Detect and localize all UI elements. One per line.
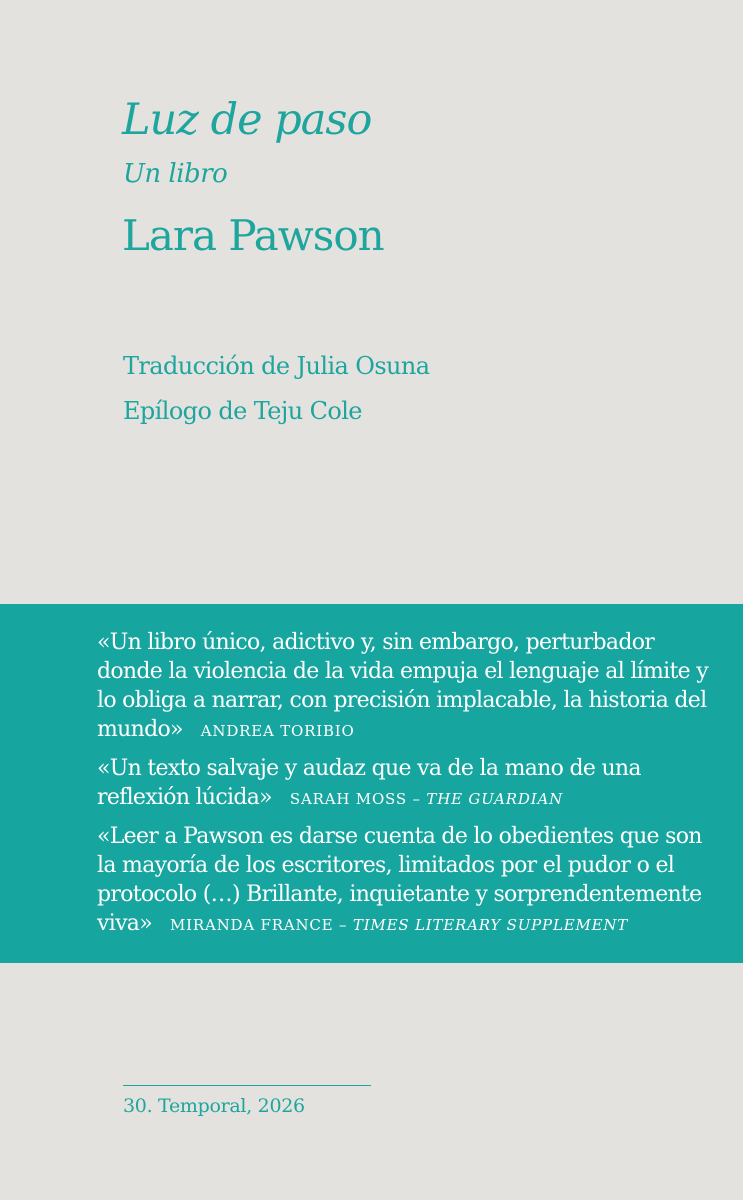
epilogue-credit: Epílogo de Teju Cole xyxy=(123,397,362,425)
footer-rule xyxy=(123,1085,371,1086)
quote-publication: TIMES LITERARY SUPPLEMENT xyxy=(352,916,629,934)
quote-item xyxy=(97,754,717,814)
book-title: Luz de paso xyxy=(122,95,372,145)
quote-source: ANDREA TORIBIO xyxy=(200,722,355,740)
quote-publication: THE GUARDIAN xyxy=(426,790,564,808)
quote-text: «Un texto salvaje y audaz que va de la mano de una reflexión lúcida» xyxy=(97,756,641,810)
book-subtitle: Un libro xyxy=(123,159,228,189)
quote-attribution xyxy=(170,916,628,934)
quotes-band xyxy=(0,604,743,963)
quote-text: «Leer a Pawson es darse cuenta de lo obedientes que son la mayoría de los escritores, limitados por el pudor o el protocolo (…) Brillante, inquietante y sorprendentemente viva» xyxy=(97,824,702,936)
translation-credit: Traducción de Julia Osuna xyxy=(123,352,430,380)
quote-source: SARAH MOSS – xyxy=(289,790,421,808)
quote-attribution xyxy=(290,790,563,808)
quote-item xyxy=(97,628,717,746)
book-author: Lara Pawson xyxy=(122,211,384,260)
quote-text: «Un libro único, adictivo y, sin embargo, perturbador donde la violencia de la vida empuja el lenguaje al límite y lo obliga a narrar, con precisión implacable, la historia del mundo» xyxy=(97,630,708,742)
quotes-list xyxy=(97,628,717,948)
imprint-line: 30. Temporal, 2026 xyxy=(123,1095,305,1117)
quote-source: MIRANDA FRANCE – xyxy=(169,916,348,934)
quote-item xyxy=(97,822,717,940)
quote-attribution xyxy=(201,722,355,740)
